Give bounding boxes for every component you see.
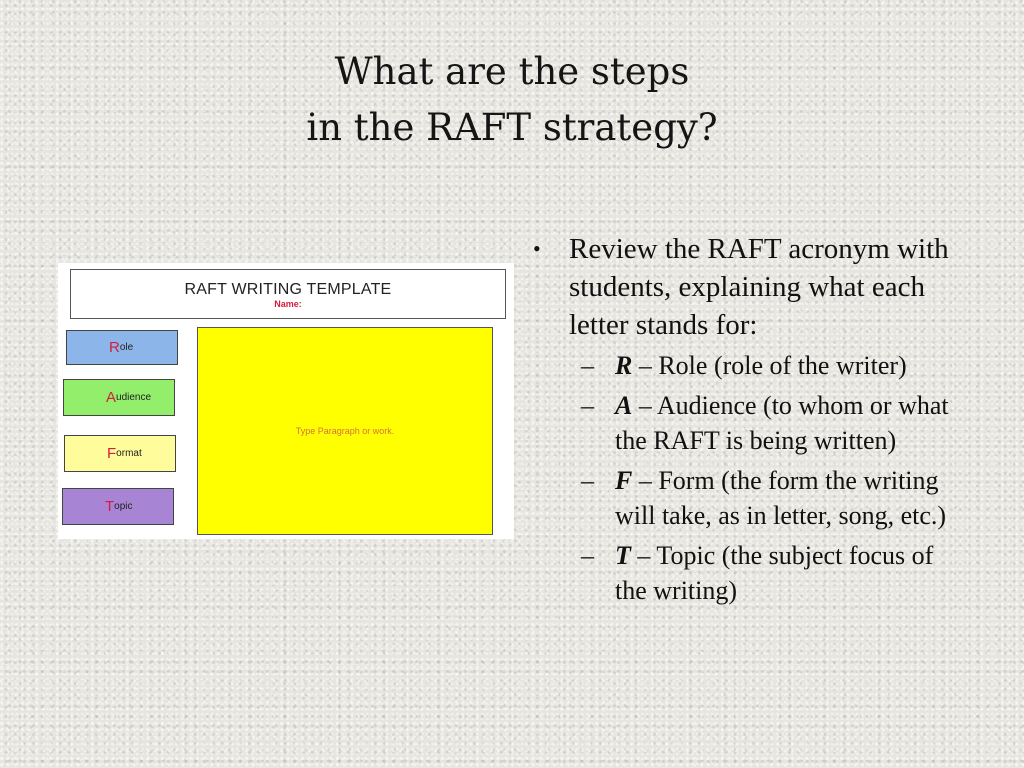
paragraph-placeholder: Type Paragraph or work. (295, 426, 395, 436)
template-name-label: Name: (274, 299, 302, 309)
sub-bullet-topic (531, 538, 971, 608)
role-rest: ole (119, 341, 134, 353)
template-paragraph-area (197, 327, 493, 535)
sub-bullet-list (531, 348, 971, 608)
main-bullet-text: Review the RAFT acronym with students, explaining what each letter stands for: (569, 233, 949, 341)
template-box-topic (62, 488, 174, 525)
sub-bullet-audience (531, 388, 971, 458)
sub-bullet-text: – Form (the form the writing will take, as in letter, song, etc.) (615, 466, 947, 530)
raft-template-image (58, 263, 514, 539)
bullet-content (531, 230, 971, 613)
template-header (70, 269, 506, 319)
sub-bullet-letter: T (615, 541, 631, 570)
role-initial: R (109, 339, 120, 356)
audience-initial: A (106, 389, 117, 406)
main-bullet (531, 230, 971, 344)
sub-bullet-text: – Audience (to whom or what the RAFT is being written) (615, 391, 949, 455)
bullet-dot-icon: • (533, 236, 541, 261)
template-box-audience (63, 379, 175, 416)
audience-rest: udience (116, 391, 152, 403)
sub-bullet-role (531, 348, 971, 383)
sub-bullet-form (531, 463, 971, 533)
dash-icon: – (581, 466, 594, 495)
dash-icon: – (581, 391, 594, 420)
sub-bullet-text: – Role (role of the writer) (632, 351, 907, 380)
sub-bullet-letter: R (615, 351, 633, 380)
slide-title-line-1: What are the steps (334, 50, 690, 93)
slide-title (0, 44, 1024, 156)
template-box-format (64, 435, 176, 472)
topic-initial: T (105, 498, 115, 515)
template-title: RAFT WRITING TEMPLATE (184, 281, 392, 298)
dash-icon: – (581, 351, 594, 380)
format-initial: F (107, 445, 117, 462)
template-box-role (66, 330, 178, 365)
sub-bullet-letter: A (615, 391, 633, 420)
slide-title-line-2: in the RAFT strategy? (306, 106, 718, 149)
dash-icon: – (581, 541, 594, 570)
sub-bullet-text: – Topic (the subject focus of the writing) (615, 541, 934, 605)
sub-bullet-letter: F (615, 466, 633, 495)
topic-rest: opic (114, 500, 133, 512)
format-rest: ormat (116, 447, 142, 459)
